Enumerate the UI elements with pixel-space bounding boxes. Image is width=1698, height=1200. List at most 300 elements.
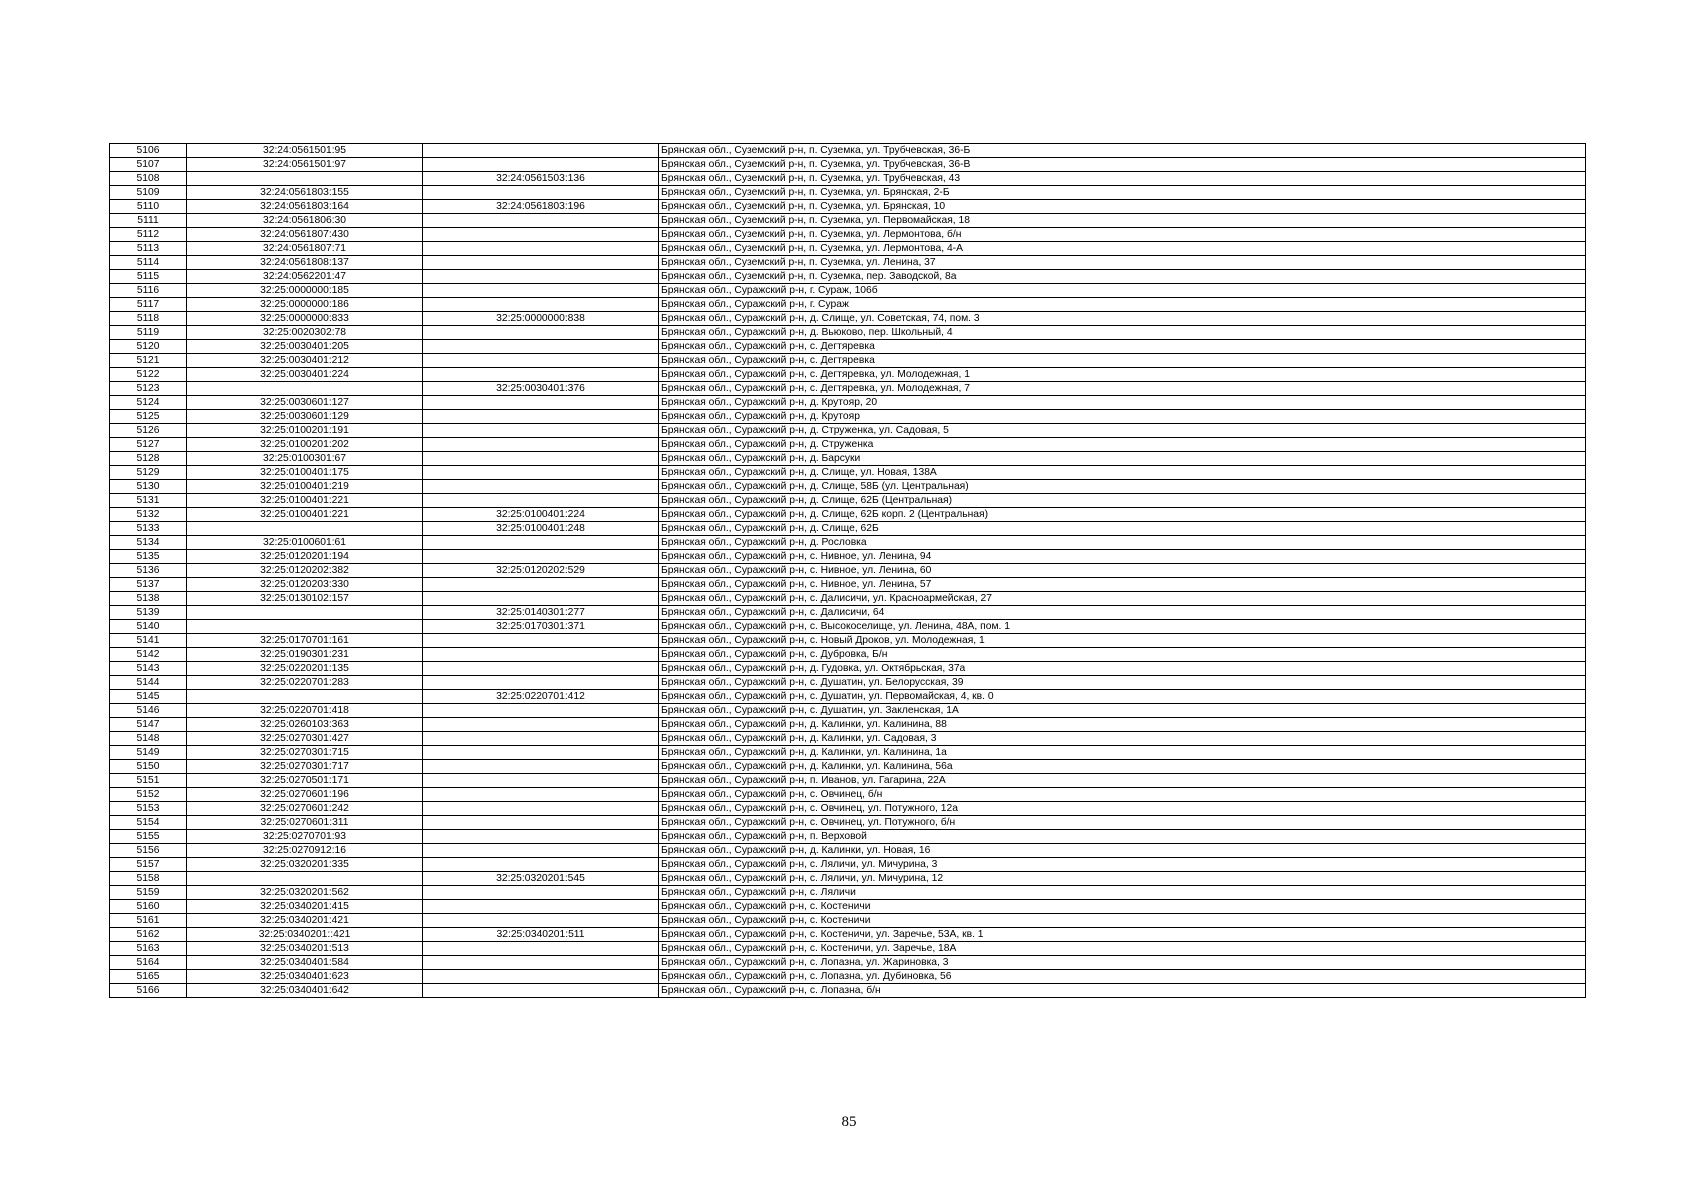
table-row [110, 354, 1586, 368]
address-cell: Брянская обл., Суражский р-н, г. Сураж, 106б [659, 284, 1586, 298]
cadastral-number-cell [187, 690, 423, 704]
row-number-cell: 5138 [110, 592, 187, 606]
row-number-cell: 5111 [110, 214, 187, 228]
address-cell: Брянская обл., Суражский р-н, с. Дегтяревка [659, 354, 1586, 368]
property-table [109, 143, 1586, 998]
address-cell: Брянская обл., Суземский р-н, п. Суземка, пер. Заводской, 8а [659, 270, 1586, 284]
row-number-cell: 5130 [110, 480, 187, 494]
cadastral-number-cell [187, 620, 423, 634]
related-cadastral-number-cell [423, 228, 659, 242]
row-number-cell: 5144 [110, 676, 187, 690]
row-number-cell: 5148 [110, 732, 187, 746]
cadastral-number-cell [187, 382, 423, 396]
row-number-cell: 5113 [110, 242, 187, 256]
row-number-cell: 5153 [110, 802, 187, 816]
table-row [110, 886, 1586, 900]
address-cell: Брянская обл., Суражский р-н, д. Струженка, ул. Садовая, 5 [659, 424, 1586, 438]
address-cell: Брянская обл., Суражский р-н, с. Овчинец, б/н [659, 788, 1586, 802]
table-row [110, 536, 1586, 550]
table-row [110, 816, 1586, 830]
table-row [110, 956, 1586, 970]
address-cell: Брянская обл., Суражский р-н, с. Ляличи [659, 886, 1586, 900]
row-number-cell: 5135 [110, 550, 187, 564]
address-cell: Брянская обл., Суземский р-н, п. Суземка, ул. Брянская, 10 [659, 200, 1586, 214]
related-cadastral-number-cell [423, 592, 659, 606]
related-cadastral-number-cell: 32:25:0100401:248 [423, 522, 659, 536]
row-number-cell: 5142 [110, 648, 187, 662]
related-cadastral-number-cell [423, 326, 659, 340]
address-cell: Брянская обл., Суражский р-н, с. Нивное, ул. Ленина, 57 [659, 578, 1586, 592]
cadastral-number-cell: 32:25:0120201:194 [187, 550, 423, 564]
related-cadastral-number-cell: 32:25:0030401:376 [423, 382, 659, 396]
cadastral-number-cell: 32:25:0320201:335 [187, 858, 423, 872]
table-row [110, 382, 1586, 396]
row-number-cell: 5141 [110, 634, 187, 648]
cadastral-number-cell: 32:24:0561806:30 [187, 214, 423, 228]
cadastral-number-cell: 32:25:0220701:283 [187, 676, 423, 690]
related-cadastral-number-cell [423, 466, 659, 480]
row-number-cell: 5127 [110, 438, 187, 452]
row-number-cell: 5152 [110, 788, 187, 802]
address-cell: Брянская обл., Суражский р-н, г. Сураж [659, 298, 1586, 312]
related-cadastral-number-cell [423, 984, 659, 998]
row-number-cell: 5131 [110, 494, 187, 508]
table-row [110, 242, 1586, 256]
address-cell: Брянская обл., Суражский р-н, с. Новый Дроков, ул. Молодежная, 1 [659, 634, 1586, 648]
address-cell: Брянская обл., Суражский р-н, с. Овчинец, ул. Потужного, 12а [659, 802, 1586, 816]
table-row [110, 480, 1586, 494]
cadastral-number-cell: 32:25:0030601:127 [187, 396, 423, 410]
related-cadastral-number-cell [423, 424, 659, 438]
cadastral-number-cell [187, 606, 423, 620]
table-row [110, 746, 1586, 760]
related-cadastral-number-cell [423, 494, 659, 508]
address-cell: Брянская обл., Суражский р-н, с. Дегтяревка, ул. Молодежная, 7 [659, 382, 1586, 396]
table-row [110, 984, 1586, 998]
related-cadastral-number-cell [423, 774, 659, 788]
related-cadastral-number-cell [423, 144, 659, 158]
cadastral-number-cell: 32:25:0270912:16 [187, 844, 423, 858]
cadastral-number-cell: 32:25:0340401:642 [187, 984, 423, 998]
cadastral-number-cell: 32:25:0100601:61 [187, 536, 423, 550]
row-number-cell: 5145 [110, 690, 187, 704]
cadastral-number-cell: 32:25:0260103:363 [187, 718, 423, 732]
table-row [110, 578, 1586, 592]
address-cell: Брянская обл., Суземский р-н, п. Суземка, ул. Брянская, 2-Б [659, 186, 1586, 200]
related-cadastral-number-cell: 32:25:0320201:545 [423, 872, 659, 886]
row-number-cell: 5115 [110, 270, 187, 284]
related-cadastral-number-cell [423, 340, 659, 354]
related-cadastral-number-cell [423, 284, 659, 298]
row-number-cell: 5163 [110, 942, 187, 956]
address-cell: Брянская обл., Суражский р-н, с. Нивное, ул. Ленина, 94 [659, 550, 1586, 564]
address-cell: Брянская обл., Суземский р-н, п. Суземка, ул. Трубчевская, 36-Б [659, 144, 1586, 158]
table-row [110, 256, 1586, 270]
table-row [110, 396, 1586, 410]
cadastral-number-cell: 32:25:0270601:196 [187, 788, 423, 802]
cadastral-number-cell: 32:25:0270601:242 [187, 802, 423, 816]
table-row [110, 158, 1586, 172]
related-cadastral-number-cell [423, 256, 659, 270]
related-cadastral-number-cell [423, 648, 659, 662]
address-cell: Брянская обл., Суражский р-н, с. Ляличи, ул. Мичурина, 12 [659, 872, 1586, 886]
table-row [110, 284, 1586, 298]
related-cadastral-number-cell: 32:25:0100401:224 [423, 508, 659, 522]
row-number-cell: 5143 [110, 662, 187, 676]
related-cadastral-number-cell [423, 802, 659, 816]
related-cadastral-number-cell [423, 956, 659, 970]
cadastral-number-cell: 32:24:0561808:137 [187, 256, 423, 270]
row-number-cell: 5165 [110, 970, 187, 984]
related-cadastral-number-cell [423, 816, 659, 830]
address-cell: Брянская обл., Суземский р-н, п. Суземка, ул. Трубчевская, 36-В [659, 158, 1586, 172]
cadastral-number-cell: 32:25:0340401:623 [187, 970, 423, 984]
cadastral-number-cell: 32:25:0190301:231 [187, 648, 423, 662]
row-number-cell: 5116 [110, 284, 187, 298]
address-cell: Брянская обл., Суражский р-н, д. Слище, 62Б корп. 2 (Центральная) [659, 508, 1586, 522]
related-cadastral-number-cell [423, 186, 659, 200]
table-row [110, 200, 1586, 214]
related-cadastral-number-cell [423, 746, 659, 760]
page-number: 85 [841, 1114, 857, 1130]
address-cell: Брянская обл., Суражский р-н, с. Нивное, ул. Ленина, 60 [659, 564, 1586, 578]
row-number-cell: 5121 [110, 354, 187, 368]
address-cell: Брянская обл., Суражский р-н, д. Барсуки [659, 452, 1586, 466]
row-number-cell: 5112 [110, 228, 187, 242]
address-cell: Брянская обл., Суземский р-н, п. Суземка, ул. Ленина, 37 [659, 256, 1586, 270]
row-number-cell: 5114 [110, 256, 187, 270]
table-row [110, 718, 1586, 732]
related-cadastral-number-cell [423, 676, 659, 690]
cadastral-number-cell: 32:25:0270301:427 [187, 732, 423, 746]
row-number-cell: 5160 [110, 900, 187, 914]
cadastral-number-cell: 32:25:0340201:415 [187, 900, 423, 914]
related-cadastral-number-cell [423, 578, 659, 592]
cadastral-number-cell: 32:25:0100401:219 [187, 480, 423, 494]
address-cell: Брянская обл., Суражский р-н, с. Душатин, ул. Первомайская, 4, кв. 0 [659, 690, 1586, 704]
table-row [110, 438, 1586, 452]
related-cadastral-number-cell [423, 634, 659, 648]
related-cadastral-number-cell: 32:25:0340201:511 [423, 928, 659, 942]
related-cadastral-number-cell [423, 298, 659, 312]
table-row [110, 774, 1586, 788]
cadastral-number-cell: 32:25:0270501:171 [187, 774, 423, 788]
row-number-cell: 5109 [110, 186, 187, 200]
row-number-cell: 5161 [110, 914, 187, 928]
row-number-cell: 5132 [110, 508, 187, 522]
related-cadastral-number-cell [423, 662, 659, 676]
address-cell: Брянская обл., Суражский р-н, с. Далисичи, 64 [659, 606, 1586, 620]
address-cell: Брянская обл., Суражский р-н, с. Лопазна, б/н [659, 984, 1586, 998]
row-number-cell: 5123 [110, 382, 187, 396]
row-number-cell: 5120 [110, 340, 187, 354]
row-number-cell: 5155 [110, 830, 187, 844]
cadastral-number-cell: 32:25:0020302:78 [187, 326, 423, 340]
related-cadastral-number-cell [423, 270, 659, 284]
row-number-cell: 5133 [110, 522, 187, 536]
table-row [110, 970, 1586, 984]
address-cell: Брянская обл., Суражский р-н, с. Душатин, ул. Закленская, 1А [659, 704, 1586, 718]
address-cell: Брянская обл., Суражский р-н, д. Слище, 58Б (ул. Центральная) [659, 480, 1586, 494]
table-row [110, 270, 1586, 284]
cadastral-number-cell: 32:24:0561501:95 [187, 144, 423, 158]
table-row [110, 900, 1586, 914]
address-cell: Брянская обл., Суражский р-н, д. Слище, ул. Новая, 138А [659, 466, 1586, 480]
related-cadastral-number-cell [423, 718, 659, 732]
row-number-cell: 5126 [110, 424, 187, 438]
table-row [110, 564, 1586, 578]
cadastral-number-cell: 32:24:0561803:155 [187, 186, 423, 200]
related-cadastral-number-cell [423, 438, 659, 452]
row-number-cell: 5137 [110, 578, 187, 592]
row-number-cell: 5129 [110, 466, 187, 480]
cadastral-number-cell: 32:25:0340401:584 [187, 956, 423, 970]
address-cell: Брянская обл., Суражский р-н, д. Калинки, ул. Новая, 16 [659, 844, 1586, 858]
address-cell: Брянская обл., Суражский р-н, с. Дегтяревка [659, 340, 1586, 354]
row-number-cell: 5118 [110, 312, 187, 326]
cadastral-number-cell [187, 872, 423, 886]
cadastral-number-cell: 32:25:0220201:135 [187, 662, 423, 676]
cadastral-number-cell: 32:25:0270301:715 [187, 746, 423, 760]
related-cadastral-number-cell [423, 550, 659, 564]
row-number-cell: 5157 [110, 858, 187, 872]
cadastral-number-cell: 32:25:0100301:67 [187, 452, 423, 466]
related-cadastral-number-cell [423, 368, 659, 382]
address-cell: Брянская обл., Суражский р-н, д. Слище, 62Б [659, 522, 1586, 536]
address-cell: Брянская обл., Суражский р-н, с. Костеничи, ул. Заречье, 18А [659, 942, 1586, 956]
related-cadastral-number-cell [423, 886, 659, 900]
related-cadastral-number-cell: 32:25:0170301:371 [423, 620, 659, 634]
related-cadastral-number-cell [423, 536, 659, 550]
address-cell: Брянская обл., Суземский р-н, п. Суземка, ул. Трубчевская, 43 [659, 172, 1586, 186]
related-cadastral-number-cell [423, 970, 659, 984]
table-row [110, 620, 1586, 634]
related-cadastral-number-cell: 32:25:0000000:838 [423, 312, 659, 326]
address-cell: Брянская обл., Суражский р-н, п. Иванов, ул. Гагарина, 22А [659, 774, 1586, 788]
table-row [110, 760, 1586, 774]
row-number-cell: 5139 [110, 606, 187, 620]
table-row [110, 788, 1586, 802]
address-cell: Брянская обл., Суражский р-н, д. Крутояр [659, 410, 1586, 424]
cadastral-number-cell: 32:25:0270701:93 [187, 830, 423, 844]
cadastral-number-cell: 32:25:0270301:717 [187, 760, 423, 774]
cadastral-number-cell: 32:25:0100201:191 [187, 424, 423, 438]
related-cadastral-number-cell [423, 452, 659, 466]
row-number-cell: 5117 [110, 298, 187, 312]
related-cadastral-number-cell [423, 480, 659, 494]
address-cell: Брянская обл., Суражский р-н, с. Далисичи, ул. Красноармейская, 27 [659, 592, 1586, 606]
related-cadastral-number-cell [423, 788, 659, 802]
related-cadastral-number-cell [423, 830, 659, 844]
row-number-cell: 5128 [110, 452, 187, 466]
table-row [110, 844, 1586, 858]
table-row [110, 326, 1586, 340]
table-row [110, 550, 1586, 564]
address-cell: Брянская обл., Суражский р-н, с. Овчинец, ул. Потужного, б/н [659, 816, 1586, 830]
cadastral-number-cell: 32:24:0561807:430 [187, 228, 423, 242]
row-number-cell: 5159 [110, 886, 187, 900]
cadastral-number-cell [187, 522, 423, 536]
table-row [110, 858, 1586, 872]
related-cadastral-number-cell: 32:25:0220701:412 [423, 690, 659, 704]
table-row [110, 298, 1586, 312]
cadastral-number-cell: 32:25:0340201:513 [187, 942, 423, 956]
related-cadastral-number-cell [423, 354, 659, 368]
table-row [110, 214, 1586, 228]
cadastral-number-cell: 32:24:0561807:71 [187, 242, 423, 256]
table-row [110, 508, 1586, 522]
address-cell: Брянская обл., Суражский р-н, с. Дубровка, Б/н [659, 648, 1586, 662]
address-cell: Брянская обл., Суражский р-н, с. Дегтяревка, ул. Молодежная, 1 [659, 368, 1586, 382]
address-cell: Брянская обл., Суражский р-н, д. Слище, ул. Советская, 74, пом. 3 [659, 312, 1586, 326]
table-row [110, 312, 1586, 326]
cadastral-number-cell [187, 172, 423, 186]
row-number-cell: 5110 [110, 200, 187, 214]
address-cell: Брянская обл., Суражский р-н, с. Ляличи, ул. Мичурина, 3 [659, 858, 1586, 872]
table-row [110, 466, 1586, 480]
address-cell: Брянская обл., Суражский р-н, с. Костеничи [659, 914, 1586, 928]
cadastral-number-cell: 32:25:0000000:833 [187, 312, 423, 326]
table-row [110, 648, 1586, 662]
row-number-cell: 5158 [110, 872, 187, 886]
related-cadastral-number-cell [423, 704, 659, 718]
related-cadastral-number-cell [423, 158, 659, 172]
table-row [110, 452, 1586, 466]
address-cell: Брянская обл., Суражский р-н, д. Калинки, ул. Калинина, 56а [659, 760, 1586, 774]
cadastral-number-cell: 32:25:0030401:224 [187, 368, 423, 382]
related-cadastral-number-cell [423, 396, 659, 410]
row-number-cell: 5166 [110, 984, 187, 998]
row-number-cell: 5164 [110, 956, 187, 970]
address-cell: Брянская обл., Суражский р-н, д. Калинки, ул. Калинина, 1а [659, 746, 1586, 760]
cadastral-number-cell: 32:25:0030401:205 [187, 340, 423, 354]
related-cadastral-number-cell [423, 942, 659, 956]
related-cadastral-number-cell: 32:24:0561803:196 [423, 200, 659, 214]
address-cell: Брянская обл., Суражский р-н, д. Слище, 62Б (Центральная) [659, 494, 1586, 508]
cadastral-number-cell: 32:25:0100201:202 [187, 438, 423, 452]
row-number-cell: 5151 [110, 774, 187, 788]
table-row [110, 592, 1586, 606]
table-row [110, 732, 1586, 746]
address-cell: Брянская обл., Суражский р-н, с. Костеничи [659, 900, 1586, 914]
related-cadastral-number-cell: 32:25:0140301:277 [423, 606, 659, 620]
cadastral-number-cell: 32:25:0120203:330 [187, 578, 423, 592]
cadastral-number-cell: 32:25:0030601:129 [187, 410, 423, 424]
table-row [110, 704, 1586, 718]
address-cell: Брянская обл., Суражский р-н, д. Гудовка, ул. Октябрьская, 37а [659, 662, 1586, 676]
address-cell: Брянская обл., Суражский р-н, с. Лопазна, ул. Дубиновка, 56 [659, 970, 1586, 984]
row-number-cell: 5150 [110, 760, 187, 774]
related-cadastral-number-cell [423, 760, 659, 774]
related-cadastral-number-cell [423, 914, 659, 928]
table-row [110, 144, 1586, 158]
row-number-cell: 5154 [110, 816, 187, 830]
row-number-cell: 5108 [110, 172, 187, 186]
cadastral-number-cell: 32:25:0220701:418 [187, 704, 423, 718]
related-cadastral-number-cell: 32:25:0120202:529 [423, 564, 659, 578]
address-cell: Брянская обл., Суражский р-н, д. Струженка [659, 438, 1586, 452]
cadastral-number-cell: 32:24:0562201:47 [187, 270, 423, 284]
address-cell: Брянская обл., Суражский р-н, д. Крутояр, 20 [659, 396, 1586, 410]
row-number-cell: 5124 [110, 396, 187, 410]
table-row [110, 690, 1586, 704]
cadastral-number-cell: 32:25:0000000:186 [187, 298, 423, 312]
row-number-cell: 5156 [110, 844, 187, 858]
row-number-cell: 5134 [110, 536, 187, 550]
cadastral-number-cell: 32:25:0100401:175 [187, 466, 423, 480]
cadastral-number-cell: 32:25:0120202:382 [187, 564, 423, 578]
row-number-cell: 5147 [110, 718, 187, 732]
cadastral-number-cell: 32:25:0340201:421 [187, 914, 423, 928]
row-number-cell: 5136 [110, 564, 187, 578]
row-number-cell: 5149 [110, 746, 187, 760]
table-row [110, 662, 1586, 676]
table-row [110, 830, 1586, 844]
address-cell: Брянская обл., Суземский р-н, п. Суземка, ул. Первомайская, 18 [659, 214, 1586, 228]
cadastral-number-cell: 32:25:0170701:161 [187, 634, 423, 648]
table-row [110, 410, 1586, 424]
table-row [110, 494, 1586, 508]
address-cell: Брянская обл., Суземский р-н, п. Суземка, ул. Лермонтова, 4-А [659, 242, 1586, 256]
address-cell: Брянская обл., Суражский р-н, д. Рословка [659, 536, 1586, 550]
cadastral-number-cell: 32:25:0030401:212 [187, 354, 423, 368]
address-cell: Брянская обл., Суземский р-н, п. Суземка, ул. Лермонтова, б/н [659, 228, 1586, 242]
row-number-cell: 5106 [110, 144, 187, 158]
address-cell: Брянская обл., Суражский р-н, с. Лопазна, ул. Жариновка, 3 [659, 956, 1586, 970]
table-row [110, 172, 1586, 186]
table-row [110, 228, 1586, 242]
table-row [110, 186, 1586, 200]
table-row [110, 340, 1586, 354]
table-row [110, 928, 1586, 942]
cadastral-number-cell: 32:24:0561803:164 [187, 200, 423, 214]
cadastral-number-cell: 32:24:0561501:97 [187, 158, 423, 172]
table-row [110, 676, 1586, 690]
table-row [110, 914, 1586, 928]
cadastral-number-cell: 32:25:0000000:185 [187, 284, 423, 298]
table-row [110, 368, 1586, 382]
row-number-cell: 5107 [110, 158, 187, 172]
table-row [110, 872, 1586, 886]
related-cadastral-number-cell [423, 844, 659, 858]
table-row [110, 802, 1586, 816]
table-row [110, 606, 1586, 620]
property-table-body [110, 144, 1586, 998]
related-cadastral-number-cell [423, 858, 659, 872]
related-cadastral-number-cell: 32:24:0561503:136 [423, 172, 659, 186]
row-number-cell: 5119 [110, 326, 187, 340]
address-cell: Брянская обл., Суражский р-н, с. Душатин, ул. Белорусская, 39 [659, 676, 1586, 690]
row-number-cell: 5122 [110, 368, 187, 382]
related-cadastral-number-cell [423, 732, 659, 746]
cadastral-number-cell: 32:25:0340201::421 [187, 928, 423, 942]
cadastral-number-cell: 32:25:0130102:157 [187, 592, 423, 606]
related-cadastral-number-cell [423, 410, 659, 424]
cadastral-number-cell: 32:25:0320201:562 [187, 886, 423, 900]
row-number-cell: 5140 [110, 620, 187, 634]
row-number-cell: 5125 [110, 410, 187, 424]
table-row [110, 424, 1586, 438]
cadastral-number-cell: 32:25:0100401:221 [187, 494, 423, 508]
address-cell: Брянская обл., Суражский р-н, с. Костеничи, ул. Заречье, 53А, кв. 1 [659, 928, 1586, 942]
row-number-cell: 5146 [110, 704, 187, 718]
cadastral-number-cell: 32:25:0270601:311 [187, 816, 423, 830]
address-cell: Брянская обл., Суражский р-н, д. Калинки, ул. Калинина, 88 [659, 718, 1586, 732]
related-cadastral-number-cell [423, 242, 659, 256]
address-cell: Брянская обл., Суражский р-н, д. Калинки, ул. Садовая, 3 [659, 732, 1586, 746]
address-cell: Брянская обл., Суражский р-н, п. Верховой [659, 830, 1586, 844]
row-number-cell: 5162 [110, 928, 187, 942]
